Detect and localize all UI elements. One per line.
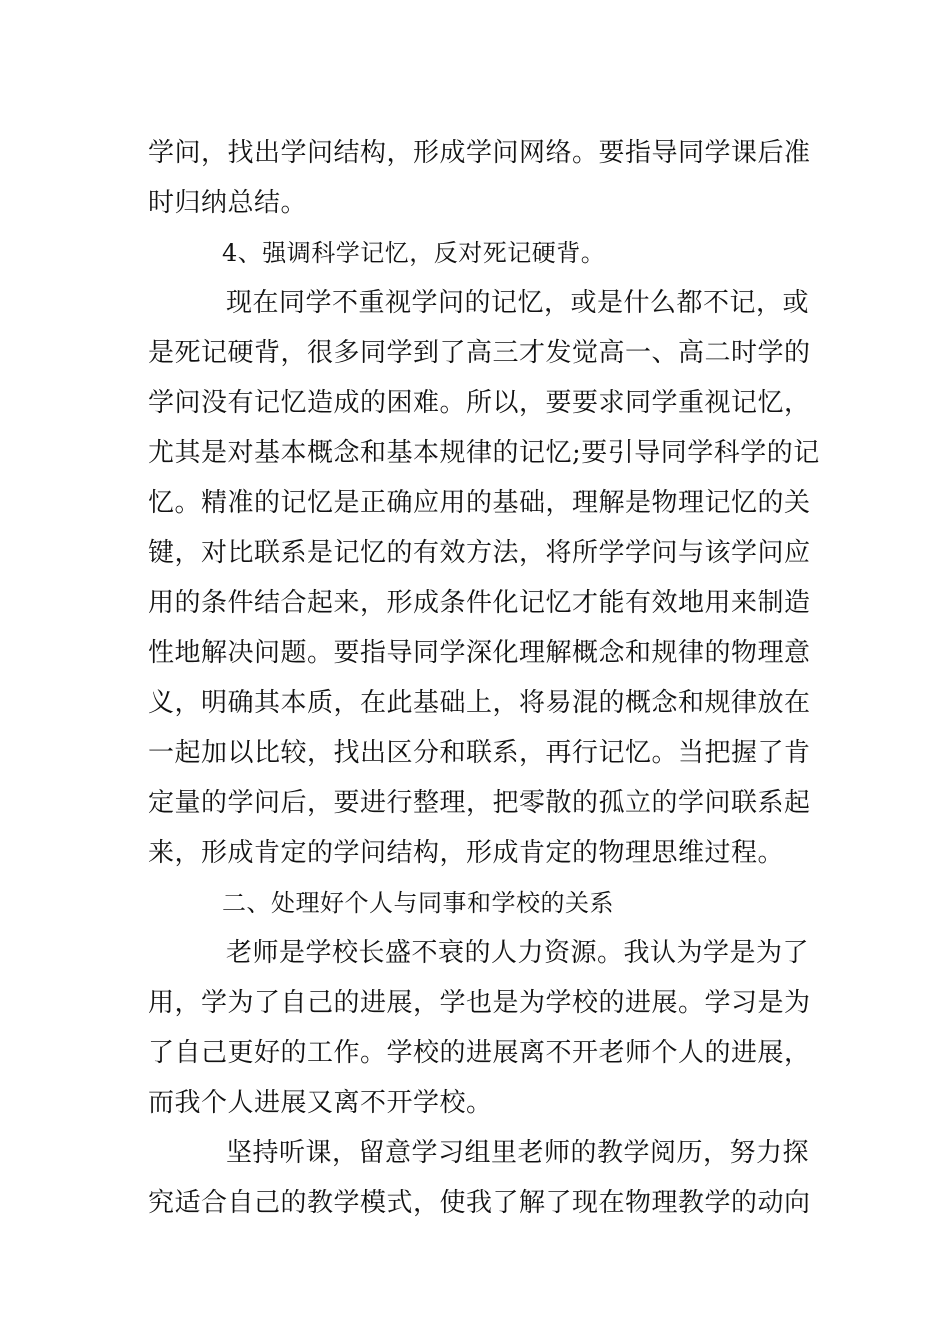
paragraph-line: 了自己更好的工作。学校的进展离不开老师个人的进展， [148, 1038, 811, 1068]
paragraph-line: 是死记硬背，很多同学到了高三才发觉高一、高二时学的 [148, 338, 811, 368]
paragraph-line: 而我个人进展又离不开学校。 [148, 1088, 493, 1118]
section-heading: 二、处理好个人与同事和学校的关系 [222, 889, 614, 917]
section-heading: 4、强调科学记忆，反对死记硬背。 [222, 239, 606, 267]
paragraph-line: 用，学为了自己的进展，学也是为学校的进展。学习是为 [148, 988, 811, 1018]
paragraph-line: 学问没有记忆造成的困难。所以，要要求同学重视记忆， [148, 388, 811, 418]
paragraph-line: 义，明确其本质，在此基础上，将易混的概念和规律放在 [148, 688, 811, 718]
paragraph-line: 定量的学问后，要进行整理，把零散的孤立的学问联系起 [148, 788, 811, 818]
paragraph-line: 用的条件结合起来，形成条件化记忆才能有效地用来制造 [148, 588, 811, 618]
paragraph-line: 忆。精准的记忆是正确应用的基础，理解是物理记忆的关 [148, 488, 811, 518]
paragraph-line: 老师是学校长盛不衰的人力资源。我认为学是为了 [226, 938, 810, 968]
paragraph-line: 尤其是对基本概念和基本规律的记忆;要引导同学科学的记 [148, 438, 820, 468]
paragraph-line: 坚持听课，留意学习组里老师的教学阅历，努力探 [226, 1138, 810, 1168]
paragraph-line: 学问，找出学问结构，形成学问网络。要指导同学课后准 [148, 138, 811, 168]
paragraph-line: 性地解决问题。要指导同学深化理解概念和规律的物理意 [148, 638, 811, 668]
paragraph-line: 现在同学不重视学问的记忆，或是什么都不记，或 [226, 288, 810, 318]
paragraph-line: 究适合自己的教学模式，使我了解了现在物理教学的动向 [148, 1188, 811, 1218]
paragraph-line: 一起加以比较，找出区分和联系，再行记忆。当把握了肯 [148, 738, 811, 768]
paragraph-line: 时归纳总结。 [148, 188, 308, 218]
paragraph-line: 键，对比联系是记忆的有效方法，将所学学问与该学问应 [148, 538, 811, 568]
paragraph-line: 来，形成肯定的学问结构，形成肯定的物理思维过程。 [148, 838, 785, 868]
